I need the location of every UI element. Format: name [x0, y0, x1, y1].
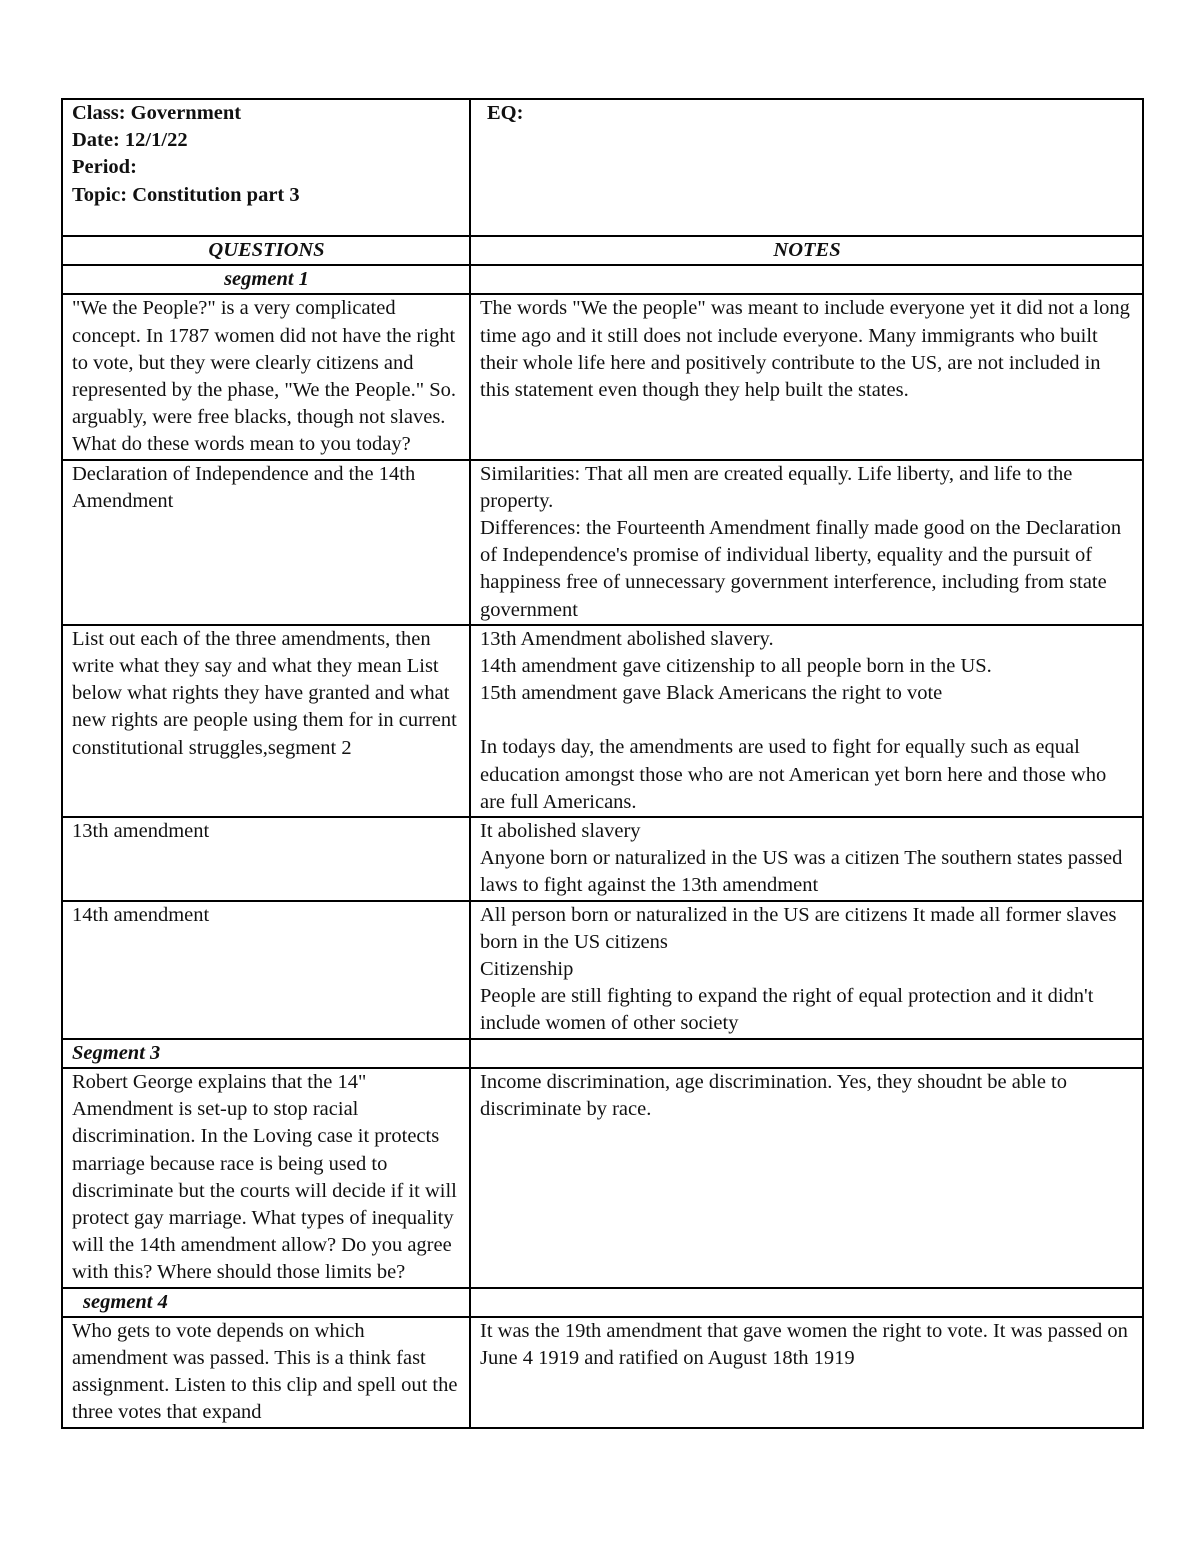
cornell-notes-table: [61, 98, 1144, 1429]
period-line: Period:: [72, 156, 137, 179]
notes-cell: [470, 817, 1143, 901]
notes-line: Similarities: That all men are created equally. Life liberty, and life to the property.: [480, 462, 1073, 512]
notes-cell: Income discrimination, age discrimination. Yes, they shoudnt be able to discriminate by race.: [470, 1068, 1143, 1288]
notes-cell: The words "We the people" was meant to include everyone yet it did not a long time ago and it still does not include everyone. Many immigrants who built their whole life here and positively contribute to the US, are not included in this statement even though they help built the states.: [470, 294, 1143, 459]
segment-row: [62, 265, 1143, 294]
eq-cell: [470, 99, 1143, 236]
notes-line: People are still fighting to expand the right of equal protection and it didn't include women of other society: [480, 985, 1094, 1035]
table-row: [62, 294, 1143, 459]
notes-cell: [470, 460, 1143, 625]
table-row: [62, 1317, 1143, 1428]
class-line: Class: Government: [72, 102, 242, 124]
question-cell: "We the People?" is a very complicated concept. In 1787 women did not have the right to vote, but they were clearly citizens and represented by the phase, "We the People." So. arguably, were free blacks, though not slaves. What do these words mean to you today?: [62, 294, 470, 459]
notes-line: In todays day, the amendments are used to fight for equally such as equal education amongst those who are not American yet born here and those who are full Americans.: [480, 736, 1107, 813]
question-cell: 14th amendment: [62, 901, 470, 1039]
table-row: [62, 817, 1143, 901]
column-header-row: [62, 236, 1143, 265]
notes-line: 13th Amendment abolished slavery.: [480, 627, 774, 650]
notes-line: 15th amendment gave Black Americans the right to vote: [480, 682, 943, 705]
segment-3-notes-empty: [470, 1039, 1143, 1068]
eq-line: EQ:: [487, 102, 524, 124]
notes-heading: NOTES: [470, 236, 1143, 265]
question-cell: Who gets to vote depends on which amendment was passed. This is a think fast assignment. Listen to this clip and spell out the three votes that expand: [62, 1317, 470, 1428]
question-cell: Robert George explains that the 14" Amendment is set-up to stop racial discrimination. In the Loving case it protects marriage because race is being used to discriminate but the courts will decide if it will protect gay marriage. What types of inequality will the 14th amendment allow? Do you agree with this? Where should those limits be?: [62, 1068, 470, 1288]
segment-1-notes-empty: [470, 265, 1143, 294]
notes-line: Differences: the Fourteenth Amendment finally made good on the Declaration of Independence's promise of individual liberty, equality and the pursuit of happiness free of unnecessary government interference, including from state government: [480, 517, 1122, 621]
notes-line: Anyone born or naturalized in the US was a citizen The southern states passed laws to fight against the 13th amendment: [480, 847, 1123, 897]
notes-line: 14th amendment gave citizenship to all people born in the US.: [480, 655, 992, 678]
topic-line: Topic: Constitution part 3: [72, 183, 300, 206]
notes-cell: [470, 901, 1143, 1039]
table-row: [62, 1068, 1143, 1288]
question-cell: List out each of the three amendments, then write what they say and what they mean List below what rights they have granted and what new rights are people using them for in current constitutional struggles,segment 2: [62, 625, 470, 817]
notes-line: All person born or naturalized in the US are citizens It made all former slaves born in the US citizens: [480, 903, 1117, 953]
header-info-cell: [62, 99, 470, 236]
spacer: [480, 707, 1134, 734]
question-cell: 13th amendment: [62, 817, 470, 901]
table-row: [62, 625, 1143, 817]
segment-row: [62, 1039, 1143, 1068]
segment-4-label: segment 4: [62, 1288, 470, 1317]
question-cell: Declaration of Independence and the 14th Amendment: [62, 460, 470, 625]
date-line: Date: 12/1/22: [72, 129, 188, 152]
segment-3-label: Segment 3: [62, 1039, 470, 1068]
table-row: [62, 460, 1143, 625]
segment-4-notes-empty: [470, 1288, 1143, 1317]
segment-row: [62, 1288, 1143, 1317]
table-row: [62, 901, 1143, 1039]
notes-line: It abolished slavery: [480, 820, 641, 843]
notes-cell: [470, 625, 1143, 817]
header-row: [62, 99, 1143, 236]
segment-1-label: segment 1: [62, 265, 470, 294]
notes-line: Citizenship: [480, 958, 574, 981]
questions-heading: QUESTIONS: [62, 236, 470, 265]
notes-cell: It was the 19th amendment that gave women the right to vote. It was passed on June 4 1919 and ratified on August 18th 1919: [470, 1317, 1143, 1428]
